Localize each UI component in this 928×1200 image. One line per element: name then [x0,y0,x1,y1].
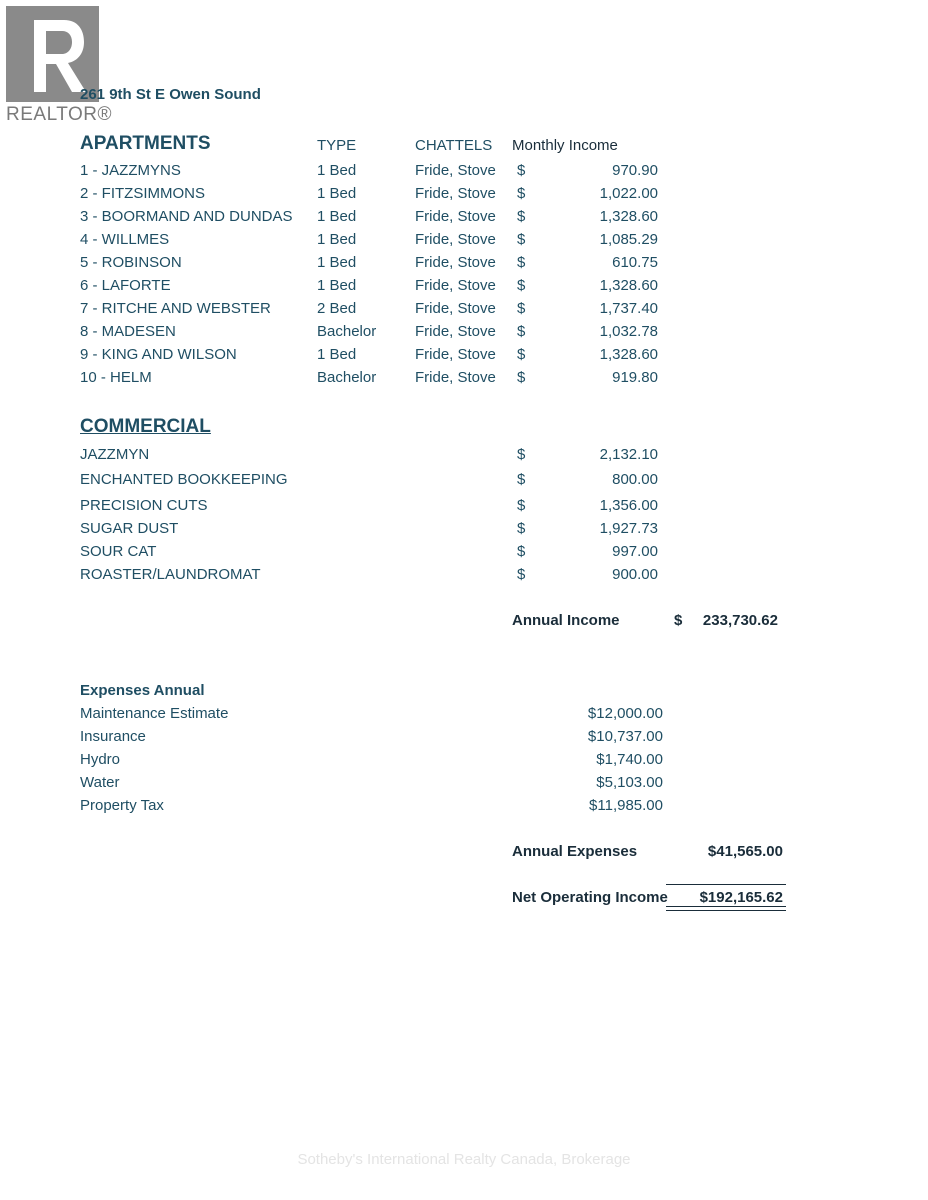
net-operating-income-label: Net Operating Income [512,889,668,906]
monthly-amount: 1,022.00 [599,185,658,202]
monthly-amount: 997.00 [612,543,658,560]
currency-symbol: $ [517,543,526,560]
expense-amount: $1,740.00 [596,751,663,768]
expense-name: Hydro [80,751,121,768]
tenant-name: SOUR CAT [80,543,157,560]
apartment-type: 1 Bed [317,208,357,225]
tenant-name: JAZZMYN [80,446,150,463]
monthly-amount: 970.90 [612,162,658,179]
expense-name: Property Tax [80,797,164,814]
currency-symbol: $ [517,231,526,248]
apartment-type: 1 Bed [317,346,357,363]
currency-symbol: $ [517,520,526,537]
brokerage-watermark: Sotheby's International Realty Canada, Brokerage [297,1151,631,1168]
type-header: TYPE [317,137,357,154]
apartment-name: 6 - LAFORTE [80,277,171,294]
expense-amount: $12,000.00 [587,705,663,722]
expense-name: Water [80,774,120,791]
currency-symbol: $ [517,369,526,386]
commercial-title: COMMERCIAL [80,416,211,437]
monthly-amount: 2,132.10 [599,446,658,463]
apartment-name: 3 - BOORMAND AND DUNDAS [80,208,293,225]
apartment-chattels: Fride, Stove [415,323,496,340]
apartment-name: 9 - KING AND WILSON [80,346,237,363]
annual-income-label: Annual Income [512,612,620,629]
annual-expenses-value: $41,565.00 [707,843,783,860]
expense-name: Maintenance Estimate [80,705,229,722]
currency-symbol: $ [517,254,526,271]
expense-amount: $5,103.00 [596,774,663,791]
monthly-amount: 1,927.73 [599,520,658,537]
currency-symbol: $ [517,185,526,202]
apartment-name: 5 - ROBINSON [80,254,182,271]
currency-symbol: $ [517,566,526,583]
expenses-title: Expenses Annual [80,682,205,699]
apartment-type: 1 Bed [317,231,357,248]
noi-double-underline [666,906,786,907]
expense-amount: $11,985.00 [589,797,663,814]
tenant-name: ENCHANTED BOOKKEEPING [80,471,288,488]
annual-income-value: 233,730.62 [702,612,778,629]
apartment-type: Bachelor [317,323,377,340]
apartment-chattels: Fride, Stove [415,162,496,179]
monthly-amount: 800.00 [612,471,658,488]
apartment-type: Bachelor [317,369,377,386]
monthly-amount: 1,737.40 [599,300,658,317]
chattels-header: CHATTELS [415,137,493,154]
property-address: 261 9th St E Owen Sound [80,86,261,103]
expense-name: Insurance [80,728,146,745]
monthly-amount: 1,356.00 [599,497,658,514]
annual-income-currency: $ [674,612,683,629]
apartment-chattels: Fride, Stove [415,231,496,248]
realtor-wordmark: REALTOR® [6,104,112,125]
currency-symbol: $ [517,208,526,225]
apartment-name: 2 - FITZSIMMONS [80,185,205,202]
monthly-amount: 610.75 [612,254,658,271]
monthly-amount: 1,085.29 [599,231,658,248]
apartment-chattels: Fride, Stove [415,369,496,386]
apartment-type: 1 Bed [317,162,357,179]
apartment-chattels: Fride, Stove [415,254,496,271]
expense-amount: $10,737.00 [587,728,663,745]
currency-symbol: $ [517,497,526,514]
apartment-type: 1 Bed [317,254,357,271]
currency-symbol: $ [517,300,526,317]
noi-double-underline [666,910,786,911]
apartment-name: 4 - WILLMES [80,231,170,248]
apartment-name: 1 - JAZZMYNS [80,162,181,179]
apartment-name: 8 - MADESEN [80,323,176,340]
currency-symbol: $ [517,346,526,363]
net-operating-income-value: $192,165.62 [699,889,783,906]
monthly-amount: 1,328.60 [599,346,658,363]
tenant-name: PRECISION CUTS [80,497,208,514]
apartment-type: 2 Bed [317,300,357,317]
apartment-name: 10 - HELM [80,369,152,386]
currency-symbol: $ [517,446,526,463]
apartment-type: 1 Bed [317,277,357,294]
apartment-chattels: Fride, Stove [415,346,496,363]
monthly-amount: 1,328.60 [599,208,658,225]
monthly-amount: 1,032.78 [599,323,658,340]
currency-symbol: $ [517,162,526,179]
currency-symbol: $ [517,277,526,294]
monthly-amount: 919.80 [612,369,658,386]
apartment-chattels: Fride, Stove [415,208,496,225]
currency-symbol: $ [517,471,526,488]
apartment-chattels: Fride, Stove [415,277,496,294]
noi-top-rule [666,884,786,885]
tenant-name: SUGAR DUST [80,520,179,537]
monthly-income-header: Monthly Income [512,137,618,154]
apartment-chattels: Fride, Stove [415,300,496,317]
tenant-name: ROASTER/LAUNDROMAT [80,566,261,583]
apartments-title: APARTMENTS [80,133,211,154]
apartment-type: 1 Bed [317,185,357,202]
monthly-amount: 1,328.60 [599,277,658,294]
annual-expenses-label: Annual Expenses [512,843,638,860]
apartment-name: 7 - RITCHE AND WEBSTER [80,300,271,317]
apartment-chattels: Fride, Stove [415,185,496,202]
currency-symbol: $ [517,323,526,340]
monthly-amount: 900.00 [612,566,658,583]
